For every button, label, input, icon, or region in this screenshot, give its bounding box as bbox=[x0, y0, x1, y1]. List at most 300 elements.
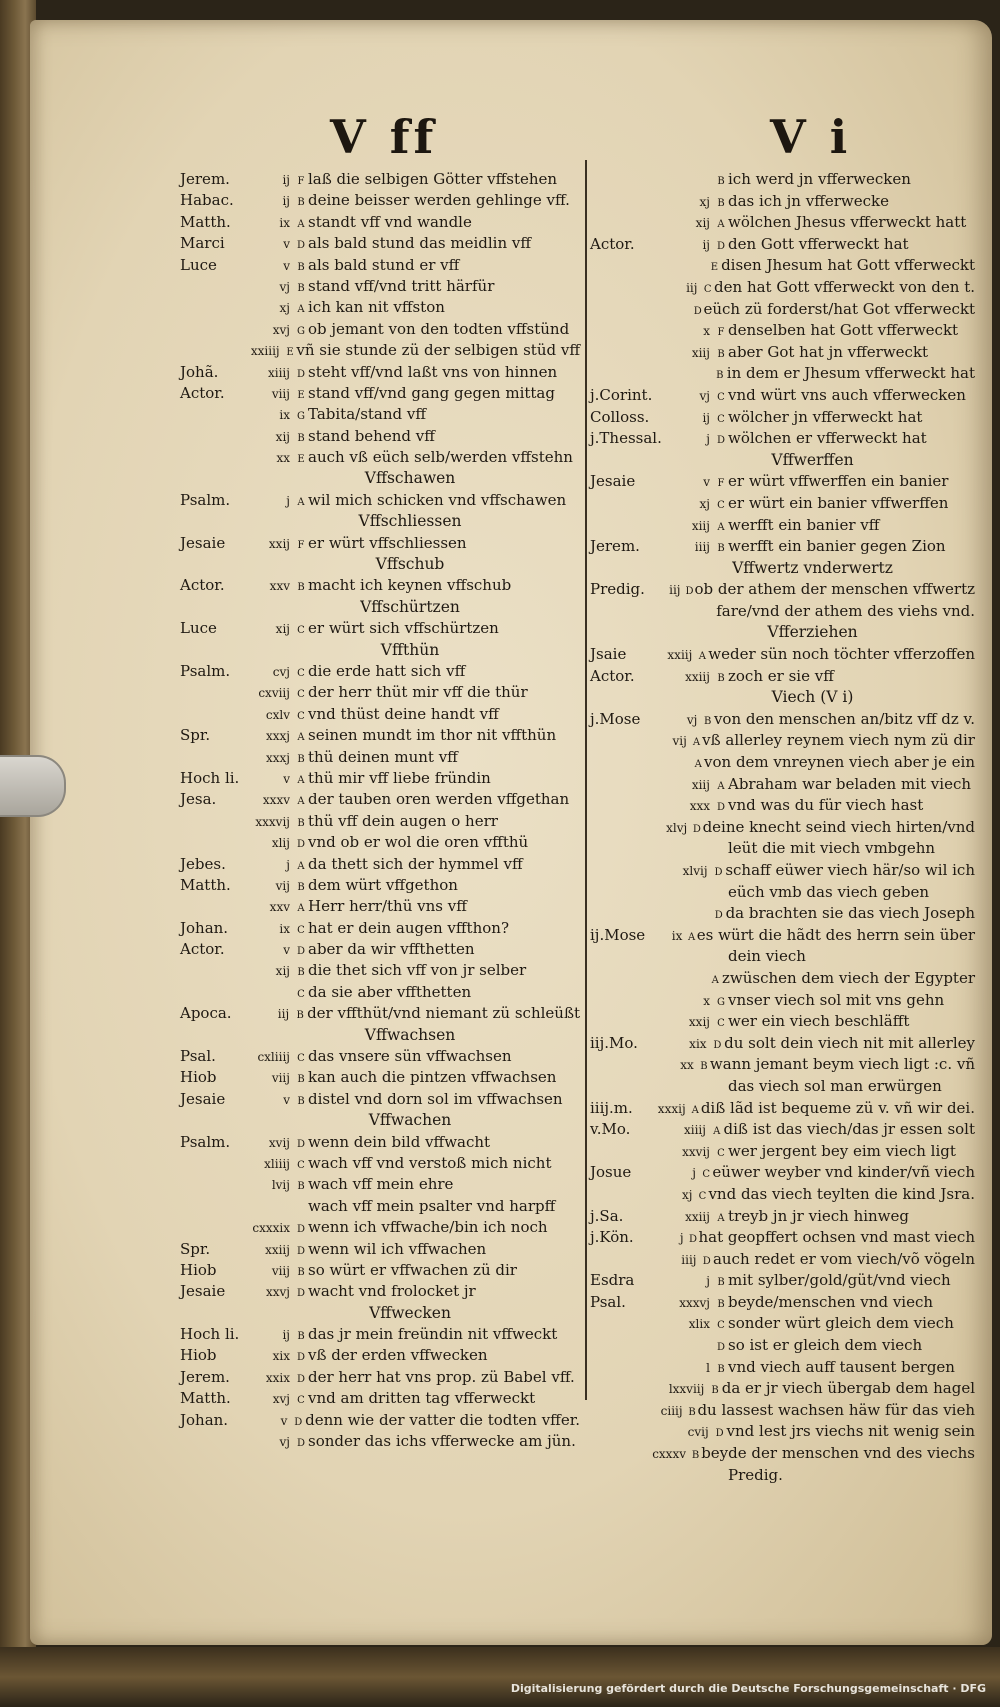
section-letter: E bbox=[297, 389, 305, 401]
verse-text: wil mich schicken vnd vffschawen bbox=[308, 490, 567, 509]
verse-text: zwüschen dem viech der Egypter bbox=[721, 968, 976, 987]
concordance-line bbox=[180, 983, 580, 1004]
book-ref: Hiob bbox=[180, 1346, 217, 1365]
verse-text: laß die selbigen Götter vffstehen bbox=[308, 170, 558, 188]
concordance-line bbox=[590, 408, 975, 430]
section-letter: D bbox=[296, 946, 306, 958]
concordance-line bbox=[590, 731, 975, 753]
concordance-line bbox=[180, 1346, 580, 1367]
chapter-ref: l bbox=[706, 1360, 710, 1375]
verse-text: zoch er sie vff bbox=[728, 666, 834, 685]
verse-text: ob jemant von den todten vffstünd bbox=[308, 319, 570, 338]
chapter-ref: cvj bbox=[272, 664, 290, 679]
concordance-line bbox=[590, 1142, 975, 1164]
heading-text: Vffwertz vnderwertz bbox=[732, 558, 893, 577]
entry-heading bbox=[180, 469, 580, 490]
section-letter: F bbox=[717, 327, 725, 339]
concordance-line bbox=[180, 363, 580, 384]
chapter-ref: xiiij bbox=[683, 1123, 706, 1138]
section-letter: B bbox=[700, 1061, 708, 1073]
concordance-line bbox=[590, 1034, 975, 1056]
section-letter: A bbox=[687, 931, 696, 943]
verse-text: da brachten sie das viech Joseph bbox=[725, 904, 976, 923]
verse-text: er würt vffwerffen ein banier bbox=[728, 472, 949, 491]
entry-heading bbox=[180, 512, 580, 533]
section-letter: E bbox=[286, 347, 294, 359]
concordance-line bbox=[180, 855, 580, 876]
chapter-ref: ix bbox=[671, 928, 683, 943]
section-letter: B bbox=[297, 881, 305, 893]
verse-text: vnd lest jrs viechs nit wenig sein bbox=[726, 1422, 975, 1441]
chapter-ref: xiiij bbox=[267, 365, 290, 380]
section-letter: A bbox=[717, 219, 725, 231]
chapter-ref: cxxxix bbox=[252, 1221, 290, 1236]
concordance-line bbox=[590, 1228, 975, 1250]
verse-text: wenn wil ich vffwachen bbox=[308, 1239, 487, 1258]
verse-text: in dem er Jhesum vfferweckt hat bbox=[726, 364, 976, 383]
concordance-line bbox=[180, 1368, 580, 1389]
verse-text: dein viech bbox=[728, 947, 806, 966]
concordance-line bbox=[180, 213, 580, 234]
chapter-ref: ij bbox=[702, 410, 710, 425]
book-ref: Johan. bbox=[180, 918, 229, 937]
chapter-ref: xxxvj bbox=[679, 1295, 710, 1310]
verse-text: wölchen Jhesus vfferweckt hatt bbox=[728, 213, 967, 232]
section-letter: A bbox=[297, 218, 305, 230]
section-letter: C bbox=[297, 625, 305, 637]
section-letter: D bbox=[296, 1352, 306, 1364]
entry-heading bbox=[180, 1026, 580, 1047]
concordance-line bbox=[180, 1411, 580, 1432]
verse-text: stand vff/vnd gang gegen mittag bbox=[308, 383, 555, 402]
chapter-ref: xj bbox=[279, 301, 290, 316]
book-ref: Psalm. bbox=[180, 1132, 231, 1151]
chapter-ref: v bbox=[283, 258, 290, 273]
concordance-line bbox=[590, 1358, 975, 1380]
section-letter: C bbox=[717, 413, 725, 425]
chapter-ref: j bbox=[679, 1231, 684, 1246]
section-letter: D bbox=[716, 1342, 726, 1354]
section-letter: D bbox=[296, 1224, 306, 1236]
section-letter: A bbox=[297, 796, 305, 808]
verse-text: das viech sol man erwürgen bbox=[728, 1076, 942, 1095]
section-letter: D bbox=[693, 305, 702, 317]
book-ref: j.Sa. bbox=[590, 1206, 624, 1225]
chapter-ref: v bbox=[283, 771, 290, 786]
concordance-line bbox=[180, 940, 580, 961]
section-letter: C bbox=[297, 988, 305, 1000]
book-ref: ij.Mose bbox=[590, 925, 646, 944]
verse-text: distel vnd dorn sol im vffwachsen bbox=[308, 1089, 563, 1108]
verse-text: auch vß eüch selb/werden vffstehn bbox=[308, 448, 573, 467]
section-letter: B bbox=[717, 672, 725, 684]
heading-text: Vffwerffen bbox=[771, 450, 854, 469]
concordance-line bbox=[180, 170, 580, 191]
concordance-line bbox=[590, 947, 975, 969]
concordance-line bbox=[590, 991, 975, 1013]
concordance-line bbox=[180, 961, 580, 982]
chapter-ref: xxxv bbox=[262, 793, 290, 808]
section-letter: D bbox=[715, 1428, 724, 1440]
chapter-ref: xxvj bbox=[265, 1285, 290, 1300]
chapter-ref: j bbox=[706, 432, 710, 447]
verse-text: vnd würt vns auch vfferwecken bbox=[728, 385, 966, 404]
section-letter: B bbox=[297, 432, 305, 444]
section-letter: C bbox=[297, 689, 305, 701]
concordance-line bbox=[590, 300, 975, 322]
verse-text: wenn ich vffwache/bin ich noch bbox=[308, 1218, 548, 1237]
chapter-ref: iij bbox=[669, 583, 681, 598]
section-letter: C bbox=[297, 710, 305, 722]
chapter-ref: cxxxv bbox=[652, 1447, 686, 1462]
heading-text: Vffwecken bbox=[369, 1303, 451, 1322]
book-ref: Hiob bbox=[180, 1260, 217, 1279]
section-letter: A bbox=[297, 496, 305, 508]
verse-text: da er jr viech übergab dem hagel bbox=[721, 1379, 975, 1398]
verse-text: fare/vnd der athem des viehs vnd. bbox=[716, 601, 975, 620]
concordance-line bbox=[590, 667, 975, 689]
concordance-line bbox=[590, 1379, 975, 1401]
verse-text: wach vff mein ehre bbox=[308, 1175, 454, 1194]
section-letter: B bbox=[297, 282, 305, 294]
heading-text: Vffschliessen bbox=[358, 512, 462, 531]
section-letter: D bbox=[689, 1234, 698, 1246]
verse-text: sonder das ichs vfferwecke am jün. bbox=[308, 1432, 576, 1451]
concordance-line bbox=[180, 534, 580, 555]
concordance-line bbox=[590, 516, 975, 538]
section-letter: D bbox=[296, 839, 306, 851]
entry-heading bbox=[180, 641, 580, 662]
concordance-line bbox=[180, 1068, 580, 1089]
book-ref: Habac. bbox=[180, 191, 234, 210]
section-letter: D bbox=[294, 1416, 303, 1428]
section-letter: D bbox=[685, 586, 694, 598]
chapter-ref: v bbox=[280, 1413, 288, 1428]
verse-text: er würt vffschliessen bbox=[308, 533, 467, 552]
concordance-line bbox=[590, 1163, 975, 1185]
section-letter: D bbox=[296, 1245, 306, 1257]
chapter-ref: xxxj bbox=[265, 729, 290, 744]
concordance-line bbox=[590, 710, 975, 732]
entry-heading bbox=[590, 623, 975, 645]
book-ref: Jesaie bbox=[180, 1282, 226, 1301]
chapter-ref: xlij bbox=[271, 836, 290, 851]
chapter-ref: v bbox=[283, 1092, 290, 1107]
book-ref: Jesa. bbox=[180, 790, 217, 809]
verse-text: dem würt vffgethon bbox=[308, 875, 458, 894]
verse-text: wer jergent bey eim viech ligt bbox=[728, 1141, 956, 1160]
book-page bbox=[30, 20, 992, 1645]
section-letter: D bbox=[296, 1288, 306, 1300]
verse-text: stand vff/vnd tritt härfür bbox=[308, 276, 495, 295]
chapter-ref: xij bbox=[275, 964, 290, 979]
concordance-line bbox=[180, 1154, 580, 1175]
concordance-line bbox=[180, 1047, 580, 1068]
chapter-ref: xj bbox=[699, 496, 710, 511]
section-letter: B bbox=[297, 817, 305, 829]
chapter-ref: ij bbox=[282, 194, 290, 209]
section-letter: C bbox=[717, 1320, 725, 1332]
verse-text: weder sün noch töchter vfferzoffen bbox=[708, 645, 975, 664]
concordance-line bbox=[590, 1336, 975, 1358]
entry-heading bbox=[180, 598, 580, 619]
chapter-ref: xxiij bbox=[265, 1242, 290, 1257]
book-ref: Spr. bbox=[180, 726, 211, 745]
verse-text: werfft ein banier vff bbox=[728, 515, 880, 534]
book-ref: iiij.m. bbox=[590, 1098, 633, 1117]
chapter-ref: xxx bbox=[689, 799, 710, 814]
section-letter: A bbox=[297, 304, 305, 316]
chapter-ref: ix bbox=[279, 215, 290, 230]
section-letter: B bbox=[297, 197, 305, 209]
verse-text: thü deinen munt vff bbox=[308, 747, 458, 766]
book-ref: Apoca. bbox=[180, 1004, 232, 1023]
book-ref: Jsaie bbox=[590, 645, 627, 664]
verse-text: hat er dein augen vffthon? bbox=[308, 918, 509, 937]
chapter-ref: xxix bbox=[265, 1370, 290, 1385]
chapter-ref: xix bbox=[272, 1349, 290, 1364]
concordance-line bbox=[590, 1055, 975, 1077]
verse-text: das jr mein freündin nit vffweckt bbox=[308, 1325, 558, 1344]
verse-text: vnd thüst deine handt vff bbox=[308, 704, 499, 723]
verse-text: macht ich keynen vffschub bbox=[308, 576, 512, 595]
verse-text: der herr hat vns prop. zü Babel vff. bbox=[308, 1367, 575, 1386]
concordance-line bbox=[590, 580, 975, 602]
chapter-ref: vj bbox=[699, 388, 710, 403]
concordance-line bbox=[590, 1099, 975, 1121]
section-letter: A bbox=[698, 651, 706, 663]
verse-text: von den menschen an/bitz vff dz v. bbox=[713, 709, 975, 728]
concordance-line bbox=[590, 645, 975, 667]
concordance-line bbox=[590, 1314, 975, 1336]
section-letter: D bbox=[296, 368, 306, 380]
concordance-line bbox=[180, 1432, 580, 1453]
verse-text: du lassest wachsen häw für das vieh bbox=[697, 1400, 976, 1419]
concordance-line bbox=[590, 1185, 975, 1207]
digitization-credit: Digitalisierung gefördert durch die Deutsche Forschungsgemeinschaft · DFG bbox=[510, 1682, 986, 1695]
chapter-ref: v bbox=[703, 475, 710, 490]
section-letter: A bbox=[694, 759, 702, 771]
section-letter: B bbox=[716, 370, 724, 382]
verse-text: ich kan nit vffston bbox=[308, 298, 445, 317]
chapter-ref: xvj bbox=[272, 1392, 290, 1407]
concordance-line bbox=[590, 753, 975, 775]
verse-text: vnd viech auff tausent bergen bbox=[728, 1357, 955, 1376]
section-letter: C bbox=[297, 667, 305, 679]
chapter-ref: lxxviij bbox=[668, 1382, 705, 1397]
verse-text: wölchen er vfferweckt hat bbox=[728, 429, 927, 448]
concordance-line bbox=[180, 298, 580, 319]
chapter-ref: xj bbox=[681, 1187, 693, 1202]
book-ref: Jerem. bbox=[180, 1367, 230, 1386]
heading-text: Vffschub bbox=[375, 555, 445, 574]
book-ref: Spr. bbox=[180, 1239, 211, 1258]
section-letter: A bbox=[297, 860, 305, 872]
chapter-ref: vj bbox=[279, 279, 290, 294]
section-letter: B bbox=[717, 197, 725, 209]
verse-text: ich werd jn vfferwecken bbox=[728, 170, 911, 188]
verse-text: disen Jhesum hat Gott vfferweckt bbox=[721, 256, 976, 275]
section-letter: B bbox=[688, 1406, 696, 1418]
chapter-ref: j bbox=[706, 1274, 710, 1289]
chapter-ref: ij bbox=[282, 1328, 290, 1343]
verse-text: diß ist das viech/das jr essen solt bbox=[723, 1120, 975, 1139]
chapter-ref: j bbox=[286, 857, 290, 872]
chapter-ref: xxiiij bbox=[250, 344, 280, 359]
heading-text: Vffthün bbox=[380, 640, 440, 659]
book-clasp bbox=[0, 755, 66, 817]
chapter-ref: xxij bbox=[268, 536, 290, 551]
verse-text: vnd ob er wol die oren vffthü bbox=[308, 833, 529, 852]
concordance-line bbox=[590, 235, 975, 257]
chapter-ref: ij bbox=[282, 173, 290, 187]
section-letter: D bbox=[692, 823, 701, 835]
concordance-line bbox=[180, 769, 580, 790]
concordance-line bbox=[590, 213, 975, 235]
section-letter: C bbox=[702, 1169, 710, 1181]
verse-text: vnd was du für viech hast bbox=[728, 796, 924, 815]
section-letter: C bbox=[717, 1147, 725, 1159]
chapter-ref: ix bbox=[279, 921, 290, 936]
concordance-line bbox=[180, 1325, 580, 1346]
concordance-line bbox=[590, 429, 975, 451]
verse-text: von dem vnreynen viech aber je ein bbox=[704, 753, 976, 772]
section-letter: A bbox=[711, 974, 719, 986]
concordance-line bbox=[180, 1218, 580, 1239]
section-letter: A bbox=[717, 1212, 725, 1224]
concordance-line bbox=[590, 969, 975, 991]
section-letter: B bbox=[691, 1450, 700, 1462]
chapter-ref: x bbox=[703, 324, 710, 339]
verse-text: wach vff vnd verstoß mich nicht bbox=[308, 1153, 552, 1172]
heading-text: Vfferziehen bbox=[767, 623, 858, 642]
section-letter: B bbox=[717, 1277, 725, 1289]
verse-text: aber Got hat jn vfferweckt bbox=[728, 342, 929, 361]
running-header-right: V i bbox=[770, 110, 852, 164]
section-letter: A bbox=[297, 903, 305, 915]
chapter-ref: j bbox=[286, 493, 290, 508]
column-divider bbox=[585, 160, 587, 1400]
concordance-line bbox=[590, 1293, 975, 1315]
chapter-ref: cvij bbox=[687, 1425, 709, 1440]
chapter-ref: vj bbox=[279, 1435, 290, 1450]
verse-text: diß lãd ist bequeme zü v. vñ wir dei. bbox=[700, 1098, 975, 1117]
verse-text: eüch vmb das viech geben bbox=[728, 882, 930, 901]
verse-text: hat geopffert ochsen vnd mast viech bbox=[698, 1228, 975, 1247]
book-ref: Johan. bbox=[180, 1410, 229, 1429]
section-letter: E bbox=[297, 454, 305, 466]
concordance-line bbox=[180, 812, 580, 833]
verse-text: vñ sie stunde zü der selbigen stüd vff bbox=[296, 341, 580, 360]
concordance-line bbox=[180, 1197, 580, 1218]
concordance-line bbox=[590, 321, 975, 343]
concordance-line bbox=[180, 748, 580, 769]
section-letter: B bbox=[297, 582, 305, 594]
book-ref: Actor. bbox=[180, 576, 225, 595]
section-letter: G bbox=[297, 411, 305, 423]
concordance-line bbox=[180, 1282, 580, 1303]
verse-text: standt vff vnd wandle bbox=[308, 212, 472, 231]
heading-text: Vffwachsen bbox=[364, 1025, 456, 1044]
concordance-line bbox=[180, 191, 580, 212]
concordance-line bbox=[590, 1077, 975, 1099]
book-ref: Jerem. bbox=[590, 537, 640, 556]
concordance-line bbox=[180, 833, 580, 854]
concordance-line bbox=[590, 1422, 975, 1444]
section-letter: C bbox=[698, 1190, 707, 1202]
section-letter: D bbox=[702, 1255, 711, 1267]
chapter-ref: j bbox=[692, 1166, 696, 1181]
book-ref: Psal. bbox=[180, 1047, 216, 1066]
book-ref: j.Kön. bbox=[590, 1228, 634, 1247]
concordance-line bbox=[590, 1120, 975, 1142]
verse-text: wach vff mein psalter vnd harpff bbox=[308, 1196, 556, 1215]
concordance-line bbox=[590, 192, 975, 214]
concordance-line bbox=[180, 576, 580, 597]
verse-text: die thet sich vff von jr selber bbox=[308, 961, 527, 980]
concordance-line bbox=[180, 1133, 580, 1154]
verse-text: wann jemant beym viech ligt :c. vñ bbox=[709, 1055, 975, 1074]
section-letter: D bbox=[716, 802, 726, 814]
section-letter: D bbox=[296, 1138, 306, 1150]
verse-text: werfft ein banier gegen Zion bbox=[728, 537, 946, 556]
concordance-line bbox=[180, 1261, 580, 1282]
book-ref: Luce bbox=[180, 619, 217, 638]
concordance-line bbox=[180, 320, 580, 341]
concordance-line bbox=[590, 278, 975, 300]
section-letter: C bbox=[297, 1053, 305, 1065]
section-letter: D bbox=[713, 1039, 722, 1051]
chapter-ref: xix bbox=[689, 1036, 707, 1051]
chapter-ref: iiij bbox=[694, 540, 710, 555]
concordance-line bbox=[180, 726, 580, 747]
chapter-ref: x bbox=[703, 993, 710, 1008]
book-ref: Colloss. bbox=[590, 407, 650, 426]
verse-text: deine knecht seind viech hirten/vnd bbox=[702, 817, 976, 836]
section-letter: G bbox=[297, 325, 305, 337]
concordance-line bbox=[590, 494, 975, 516]
concordance-line bbox=[590, 472, 975, 494]
verse-text: seinen mundt im thor nit vffthün bbox=[308, 726, 557, 745]
verse-text: den Gott vfferweckt hat bbox=[728, 234, 909, 253]
entry-heading bbox=[590, 559, 975, 581]
book-ref: Jesaie bbox=[180, 533, 226, 552]
section-letter: B bbox=[297, 1095, 305, 1107]
concordance-line bbox=[180, 1004, 580, 1025]
section-letter: D bbox=[714, 867, 723, 878]
section-letter: B bbox=[717, 1363, 725, 1375]
concordance-line bbox=[590, 1207, 975, 1229]
section-letter: A bbox=[717, 780, 725, 792]
verse-text: vß der erden vffwecken bbox=[308, 1346, 488, 1365]
verse-text: leüt die mit viech vmbgehn bbox=[728, 839, 936, 858]
book-ref: Esdra bbox=[590, 1271, 635, 1290]
book-ref: Actor. bbox=[590, 234, 635, 253]
section-letter: D bbox=[716, 435, 726, 447]
verse-text: wer ein viech beschläfft bbox=[728, 1012, 910, 1031]
verse-text: als bald stund das meidlin vff bbox=[308, 234, 532, 253]
book-ref: Hoch li. bbox=[180, 768, 240, 787]
verse-text: vnser viech sol mit vns gehn bbox=[728, 990, 945, 1009]
concordance-line bbox=[180, 234, 580, 255]
verse-text: es würt die hãdt des herrn sein über bbox=[696, 925, 975, 944]
section-letter: B bbox=[296, 1010, 304, 1022]
concordance-line bbox=[590, 1444, 975, 1466]
chapter-ref: iiij bbox=[681, 1252, 697, 1267]
concordance-line bbox=[590, 364, 975, 386]
book-ref: j.Mose bbox=[590, 709, 641, 728]
verse-text: beyde/menschen vnd viech bbox=[728, 1292, 934, 1311]
